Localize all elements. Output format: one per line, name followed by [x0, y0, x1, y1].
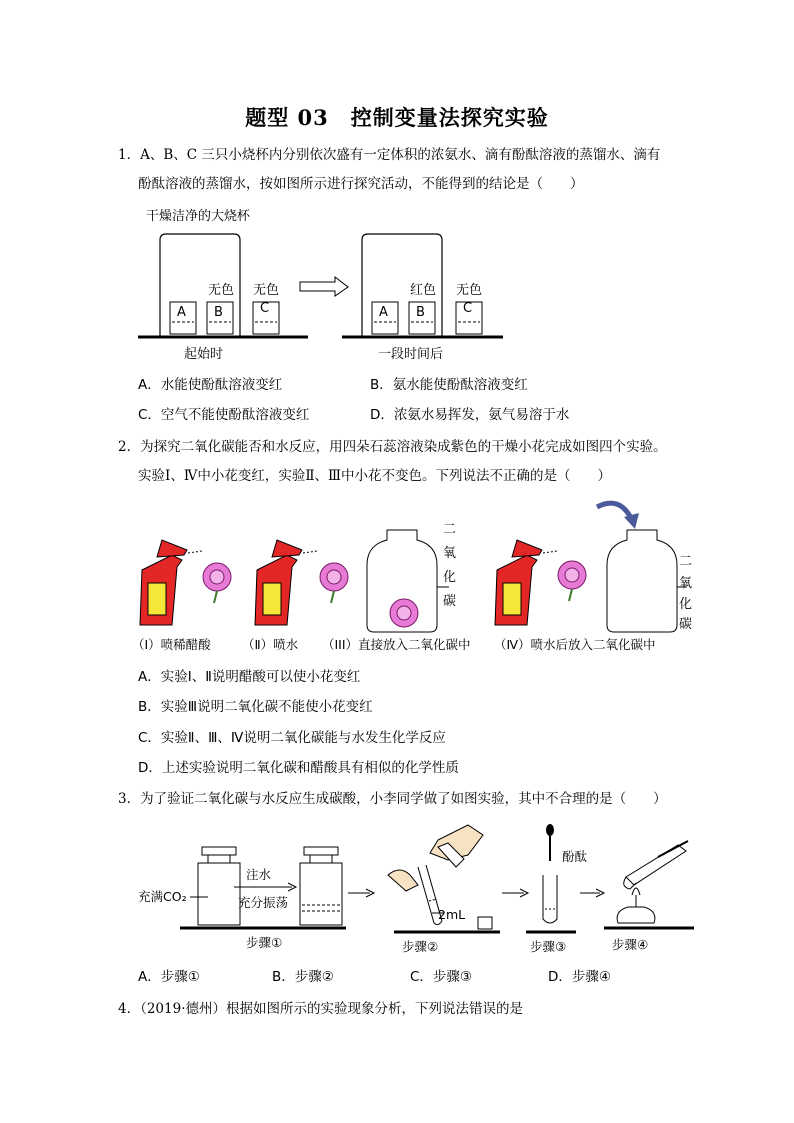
label-b-later: B	[416, 305, 425, 320]
alcohol-lamp-icon	[617, 888, 655, 923]
reagent-bottle-icon	[300, 847, 342, 925]
dropper-icon	[546, 824, 554, 861]
step2-label: 步骤②	[402, 939, 439, 954]
step3-label: 步骤③	[530, 939, 567, 954]
test-tube-icon	[543, 875, 557, 923]
q1-option-a: A．水能使酚酞溶液变红	[138, 377, 283, 393]
caption-start: 起始时	[184, 347, 224, 362]
co2-label-1-char2: 氧	[443, 546, 457, 561]
co2-label-2-char1: 二	[679, 554, 692, 569]
q2-option-b: B．实验Ⅲ说明二氧化碳不能使小花变红	[138, 699, 373, 715]
caption-i: （I）喷稀醋酸	[132, 637, 211, 652]
q3-figure	[138, 815, 698, 960]
q1-option-d: D．浓氨水易挥发，氨气易溶于水	[370, 407, 570, 423]
volume-label: 2mL	[438, 907, 466, 922]
co2-label-1-char4: 碳	[443, 594, 457, 609]
q1-figure	[138, 200, 508, 365]
step1-label: 步骤①	[246, 935, 283, 950]
q2-option-c: C．实验Ⅱ、Ⅲ、Ⅳ说明二氧化碳能与水发生化学反应	[138, 730, 446, 746]
caption-later: 一段时间后	[378, 347, 444, 362]
spray-bottle-icon	[255, 540, 317, 625]
add-water-label: 注水	[246, 867, 272, 882]
page-title: 题型 03 控制变量法探究实验	[245, 105, 549, 130]
q3-option-a: A．步骤①	[138, 969, 200, 985]
q1-stem-line1: 1．A、B、C 三只小烧杯内分别依次盛有一定体积的浓氨水、滴有酚酞溶液的蒸馏水、滴有	[118, 147, 661, 163]
spray-bottle-icon	[140, 540, 202, 625]
q1-stem-line2: 酚酞溶液的蒸馏水，按如图所示进行探究活动，不能得到的结论是（ ）	[138, 176, 584, 192]
q2-stem-line2: 实验Ⅰ、Ⅳ中小花变红，实验Ⅱ、Ⅲ中小花不变色。下列说法不正确的是（ ）	[138, 468, 612, 484]
gas-jar-icon	[607, 530, 687, 632]
q3-option-c: C．步骤③	[410, 969, 473, 985]
shake-label: 充分振荡	[238, 895, 289, 910]
label-a-later: A	[379, 305, 388, 320]
flower-icon	[558, 561, 586, 601]
q2-option-d: D．上述实验说明二氧化碳和醋酸具有相似的化学性质	[138, 760, 459, 776]
phenolphthalein-label: 酚酞	[562, 849, 588, 864]
label-c-start: C	[260, 301, 270, 316]
co2-label-1-char1: 二	[443, 522, 457, 537]
caption-iv: （Ⅳ）喷水后放入二氧化碳中	[494, 637, 656, 652]
co2-label-2-char3: 化	[679, 597, 692, 612]
arrow-icon	[300, 277, 348, 296]
hand-pouring-icon	[388, 825, 483, 925]
color-b-start: 无色	[208, 283, 235, 298]
stopper-icon	[478, 917, 492, 929]
gas-jar-icon	[367, 530, 449, 632]
q2-option-a: A．实验Ⅰ、Ⅱ说明醋酸可以使小花变红	[138, 669, 361, 685]
step4-label: 步骤④	[612, 937, 649, 952]
co2-label-1-char3: 化	[443, 570, 457, 585]
caption-iii: （III）直接放入二氧化碳中	[322, 637, 471, 652]
caption-ii: （Ⅱ）喷水	[242, 637, 299, 652]
q3-stem: 3．为了验证二氧化碳与水反应生成碳酸，小李同学做了如图实验，其中不合理的是（ ）	[118, 791, 667, 807]
color-c-later: 无色	[456, 283, 483, 298]
q4-stem: 4．（2019·德州）根据如图所示的实验现象分析，下列说法错误的是	[118, 1001, 523, 1017]
flower-icon	[203, 563, 231, 603]
q3-option-d: D．步骤④	[548, 969, 611, 985]
q1-option-c: C．空气不能使酚酞溶液变红	[138, 407, 310, 423]
q2-figure	[132, 495, 692, 660]
label-c-later: C	[463, 301, 473, 316]
reagent-bottle-icon	[198, 847, 240, 925]
q1-big-beaker-label: 干燥洁净的大烧杯	[146, 209, 251, 224]
q1-option-b: B．氨水能使酚酞溶液变红	[370, 377, 528, 393]
label-a-start: A	[177, 305, 186, 320]
q3-option-b: B．步骤②	[272, 969, 334, 985]
test-tube-holder-icon	[624, 841, 688, 889]
q2-stem-line1: 2．为探究二氧化碳能否和水反应，用四朵石蕊溶液染成紫色的干燥小花完成如图四个实验。	[118, 439, 667, 455]
spray-bottle-icon	[495, 540, 557, 625]
co2-full-label: 充满CO₂	[138, 889, 187, 904]
label-b-start: B	[214, 305, 223, 320]
co2-label-2-char4: 碳	[679, 617, 692, 632]
color-b-later: 红色	[410, 283, 437, 298]
co2-label-2-char2: 氧	[679, 576, 692, 591]
color-c-start: 无色	[253, 283, 280, 298]
flower-icon	[320, 563, 348, 603]
